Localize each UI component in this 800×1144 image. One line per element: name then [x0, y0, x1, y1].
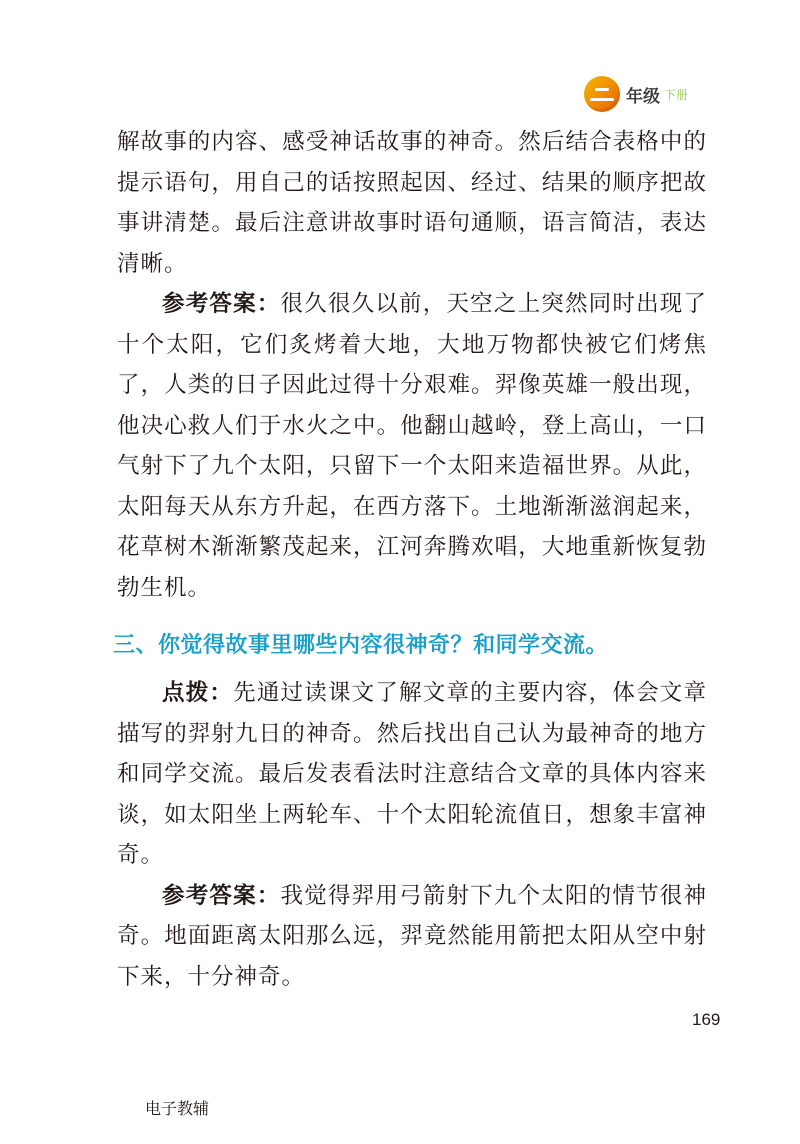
tip-label: 点拨：: [162, 680, 234, 706]
page-content: [113, 122, 707, 997]
answer-text: 很久很久以前，天空之上突然同时出现了十个太阳，它们炙烤着大地，大地万物都快被它们烤焦了，人类的日子因此过得十分艰难。羿像英雄一般出现，他决心救人们于水火之中。他翻山越岭，登上高山，一口气射下了九个太阳，只留下一个太阳来造福世界。从此，太阳每天从东方升起，在西方落下。土地渐渐滋润起来，花草树木渐渐繁茂起来，江河奔腾欢唱，大地重新恢复勃勃生机。: [117, 291, 707, 601]
answer-label: 参考答案：: [162, 882, 281, 909]
answer-paragraph-1: [117, 284, 707, 608]
page-number: 169: [692, 1010, 721, 1029]
tip-paragraph: [117, 673, 707, 876]
volume-label: 下册: [664, 87, 689, 102]
tip-text: 先通过读课文了解文章的主要内容，体会文章描写的羿射九日的神奇。然后找出自己认为最神奇的地方和同学交流。最后发表看法时注意结合文章的具体内容来谈，如太阳坐上两轮车、十个太阳轮流值日，想象丰富神奇。: [117, 680, 707, 868]
footer-watermark: 电子教辅: [145, 1099, 210, 1118]
intro-paragraph: 解故事的内容、感受神话故事的神奇。然后结合表格中的提示语句，用自己的话按照起因、经过、结果的顺序把故事讲清楚。最后注意讲故事时语句通顺，语言简洁，表达清晰。: [117, 129, 707, 277]
grade-two-badge-icon: [584, 76, 620, 112]
grade-label: 年级: [626, 86, 660, 107]
answer-paragraph-2: [117, 876, 707, 998]
answer-text: 我觉得羿用弓箭射下九个太阳的情节很神奇。地面距离太阳那么远，羿竟然能用箭把太阳从空中射下来，十分神奇。: [117, 882, 707, 990]
section-heading: 三、你觉得故事里哪些内容很神奇？和同学交流。: [113, 633, 609, 658]
page-header: [584, 76, 688, 112]
answer-label: 参考答案：: [162, 291, 281, 317]
